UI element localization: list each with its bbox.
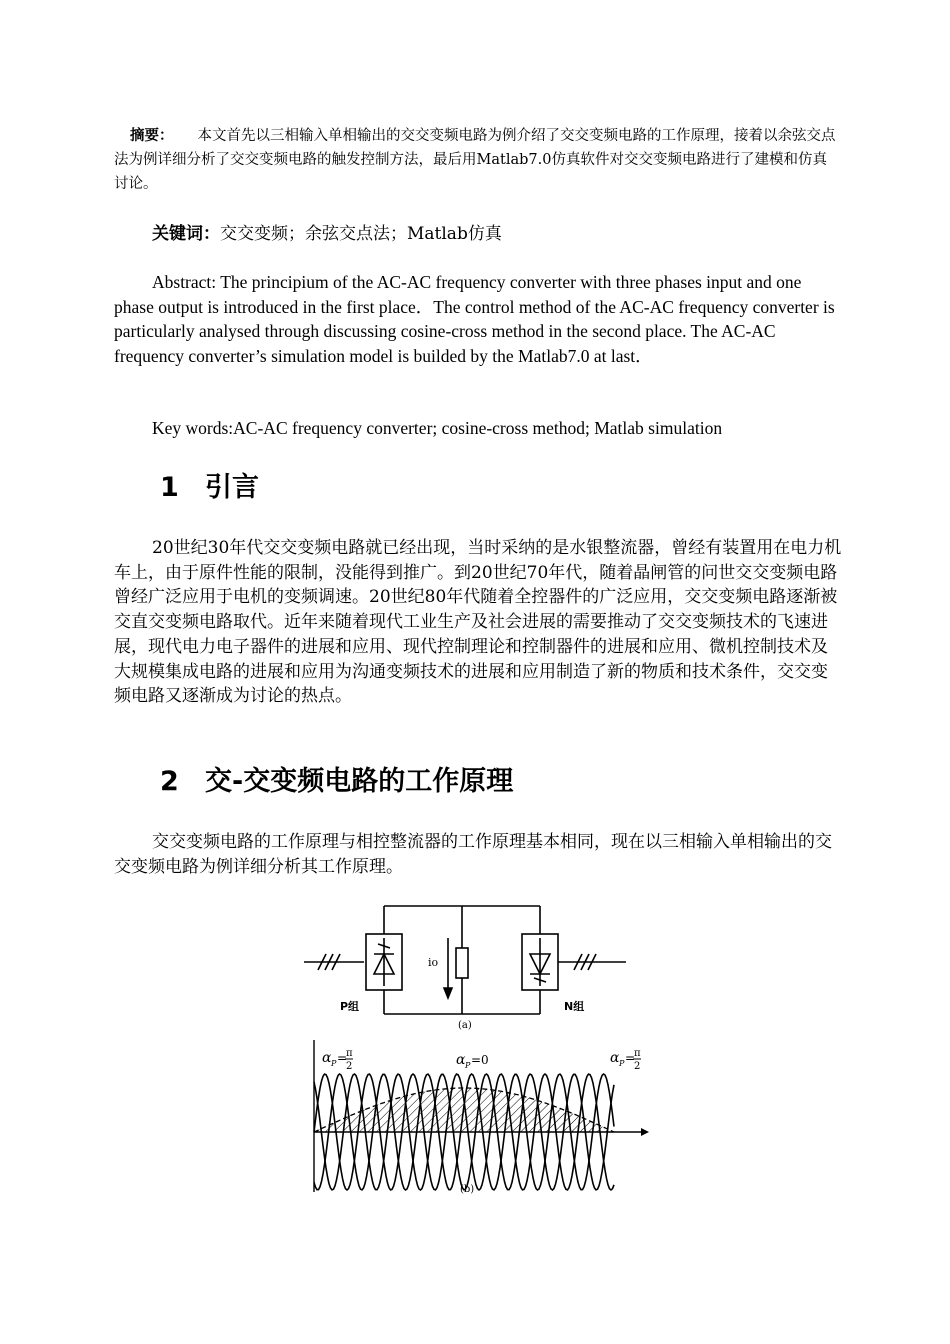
alpha-right: α	[610, 1050, 620, 1066]
alpha-right-sub: P	[619, 1059, 625, 1068]
alpha-left-num: π	[346, 1048, 353, 1059]
section-1-heading	[160, 472, 259, 504]
label-n-group: N组	[564, 1000, 585, 1013]
three-phase-mark-left	[318, 954, 340, 970]
keywords-cn-label: 关键词：	[152, 224, 220, 244]
alpha-mid-sub: P	[465, 1061, 471, 1070]
abstract-cn-text: 本文首先以三相输入单相输出的交交变频电路为例介绍了交交变频电路的工作原理，接着以余弦交点法为例详细分析了交交变频电路的触发控制方法，最后用Matlab7.0仿真软件对交交变频电路进行了建模和仿真讨论。	[114, 128, 836, 192]
alpha-mid: α	[456, 1052, 466, 1068]
alpha-mid-val: =0	[471, 1053, 489, 1067]
caption-b: (b)	[460, 1184, 475, 1195]
caption-a: (a)	[458, 1020, 472, 1031]
keywords-chinese	[152, 222, 502, 246]
alpha-right-num: π	[634, 1048, 641, 1059]
figure-svg	[296, 898, 656, 1198]
abstract-cn-label: 摘要：	[130, 128, 174, 144]
alpha-labels	[322, 1048, 641, 1072]
label-io: io	[428, 956, 439, 969]
section-1-number: 1	[160, 472, 179, 503]
alpha-left-den: 2	[346, 1061, 353, 1072]
x-axis-arrow	[641, 1128, 649, 1136]
alpha-left: α	[322, 1050, 332, 1066]
section-2-paragraph: 交交变频电路的工作原理与相控整流器的工作原理基本相同，现在以三相输入单相输出的交交变频电路为例详细分析其工作原理。	[114, 832, 832, 877]
section-2-title: 交-交变频电路的工作原理	[205, 766, 514, 797]
load-resistor	[456, 948, 468, 978]
three-phase-mark-right	[574, 954, 596, 970]
section-1-paragraph: 20世纪30年代交交变频电路就已经出现，当时采纳的是水银整流器，曾经有装置用在电力机车上，由于原件性能的限制，没能得到推广。到20世纪70年代，随着晶闸管的问世交交变频电路曾经广泛应用于电机的变频调速。20世纪80年代随着全控器件的广泛应用，交交变频电路逐渐被交直交变频电路取代。近年来随着现代工业生产及社会进展的需要推动了交交变频技术的飞速进展，现代电力电子器件的进展和应用、现代控制理论和控制器件的进展和应用、微机控制技术及大规模集成电路的进展和应用为沟通变频技术的进展和应用制造了新的物质和技术条件，交交变频电路又逐渐成为讨论的热点。	[114, 538, 842, 707]
alpha-left-eq: =	[337, 1051, 348, 1065]
alpha-left-sub: P	[331, 1059, 337, 1068]
keywords-cn-text: 交交变频；余弦交点法；Matlab仿真	[220, 224, 502, 244]
n-group-thyristor	[530, 938, 550, 986]
section-1-title: 引言	[205, 472, 259, 503]
alpha-right-den: 2	[634, 1061, 641, 1072]
abstract-english: Abstract: The principium of the AC-AC frequency converter with three phases input and one phase output is introduced in the first place．The control method of the AC-AC frequency converter is particularly analysed through discussing cosine-cross method in the second place. The AC-AC frequency converter’s simulation model is builded by the Matlab7.0 at last．	[114, 272, 835, 366]
section-2-number: 2	[160, 766, 179, 797]
p-group-thyristor	[374, 938, 394, 986]
figure-circuit-and-waveform	[296, 898, 656, 1198]
keywords-english: Key words:AC-AC frequency converter; cosine-cross method; Matlab simulation	[152, 418, 723, 438]
abstract-chinese	[114, 124, 836, 196]
alpha-right-eq: =	[625, 1051, 636, 1065]
section-2-heading	[160, 766, 513, 798]
label-p-group: P组	[340, 1000, 360, 1013]
circuit-diagram	[304, 906, 626, 1014]
